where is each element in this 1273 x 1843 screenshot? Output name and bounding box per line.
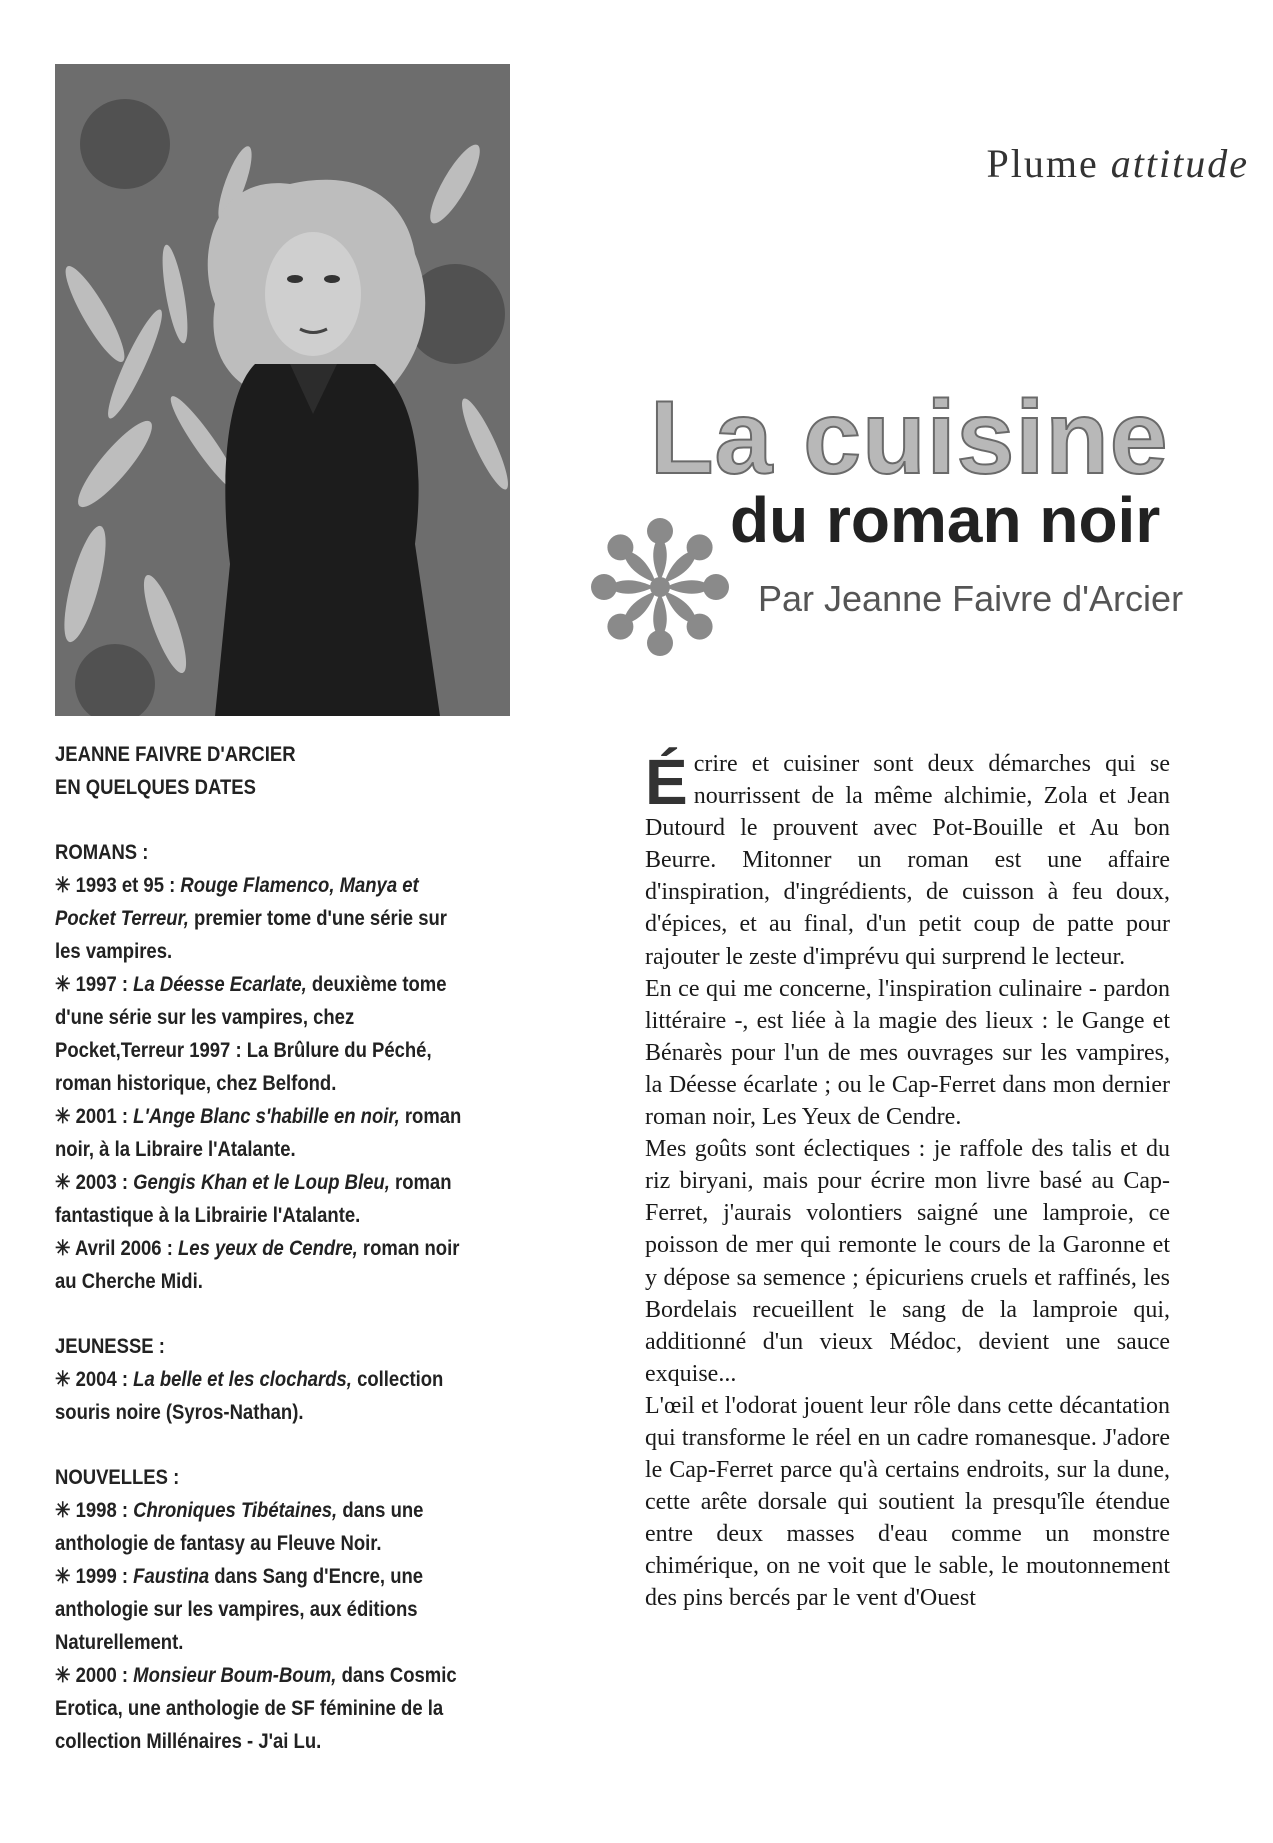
entry-description: deuxième tome d'une série sur les vampires, chez Pocket,Terreur 1997 : La Brûlure du Péché, roman historique, chez Belfond. bbox=[55, 973, 447, 1095]
sidebar-entry bbox=[55, 1659, 469, 1758]
entry-description: roman noir au Cherche Midi. bbox=[55, 1237, 460, 1293]
entry-description: roman noir, à la Libraire l'Atalante. bbox=[55, 1105, 462, 1161]
sidebar-sections bbox=[55, 836, 469, 1758]
section-label-word1: Plume bbox=[986, 141, 1099, 186]
sidebar-category-heading: JEUNESSE : bbox=[55, 1335, 165, 1358]
asterisk-icon: ✳ bbox=[55, 1171, 76, 1194]
sidebar-entry bbox=[55, 1363, 469, 1429]
byline: Par Jeanne Faivre d'Arcier bbox=[758, 578, 1184, 619]
entry-description: roman fantastique à la Librairie l'Atalante. bbox=[55, 1171, 452, 1227]
asterisk-icon: ✳ bbox=[55, 1565, 76, 1588]
entry-works: La belle et les clochards, bbox=[133, 1368, 352, 1391]
entry-works: Gengis Khan et le Loup Bleu, bbox=[133, 1171, 390, 1194]
entry-description: dans Sang d'Encre, une anthologie sur les vampires, aux éditions Naturellement. bbox=[55, 1565, 424, 1654]
entry-date: Avril 2006 : bbox=[74, 1237, 173, 1260]
sidebar-entry bbox=[55, 1494, 469, 1560]
sidebar-entry bbox=[55, 1232, 469, 1298]
entry-works: La Déesse Ecarlate, bbox=[133, 973, 307, 996]
author-photo bbox=[55, 64, 510, 716]
entry-date: 1993 et 95 : bbox=[75, 874, 176, 897]
entry-date: 1997 : bbox=[75, 973, 129, 996]
entry-description: collection souris noire (Syros-Nathan). bbox=[55, 1368, 444, 1424]
sidebar-entry bbox=[55, 1560, 469, 1659]
article-paragraph: Mes goûts sont éclectiques : je raffole des talis et du riz biryani, mais pour écrire mon livre basé au Cap-Ferret, j'aurais volontiers saigné une lamproie, ce poisson de mer qui remonte le cours de la Garonne et y dépose sa semence ; épicuriens cruels et raffinés, les Bordelais recueillent le sang de la lamproie qui, additionné d'un vieux Médoc, devient une sauce exquise... bbox=[645, 1136, 1170, 1387]
sidebar-title-line2: EN QUELQUES DATES bbox=[55, 776, 256, 799]
headline-line2: du roman noir bbox=[730, 484, 1161, 556]
entry-works: Les yeux de Cendre, bbox=[178, 1237, 358, 1260]
entry-date: 1999 : bbox=[75, 1565, 129, 1588]
sidebar-title-line1: JEANNE FAIVRE D'ARCIER bbox=[55, 743, 296, 766]
section-label-word2: attitude bbox=[1110, 141, 1249, 186]
entry-works: Monsieur Boum-Boum, bbox=[133, 1664, 337, 1687]
entry-date: 2001 : bbox=[75, 1105, 129, 1128]
entry-date: 2004 : bbox=[75, 1368, 129, 1391]
asterisk-icon: ✳ bbox=[55, 1664, 76, 1687]
headline-line1: La cuisine bbox=[650, 380, 1169, 496]
sidebar-entry bbox=[55, 869, 469, 968]
sidebar-entry bbox=[55, 1100, 469, 1166]
entry-works: Rouge Flamenco, Manya et Pocket Terreur, bbox=[55, 874, 419, 930]
entry-date: 2000 : bbox=[75, 1664, 129, 1687]
entry-description: dans une anthologie de fantasy au Fleuve Noir. bbox=[55, 1499, 424, 1555]
entry-works: L'Ange Blanc s'habille en noir, bbox=[133, 1105, 400, 1128]
asterisk-icon: ✳ bbox=[55, 874, 76, 897]
article-paragraph: En ce qui me concerne, l'inspiration culinaire - pardon littéraire -, est liée à la magie des lieux : le Gange et Bénarès pour l'un de mes ouvrages sur les vampires, la Déesse écarlate ; ou le Cap-Ferret dans mon dernier roman noir, Les Yeux de Cendre. bbox=[645, 975, 1170, 1131]
entry-works: Faustina bbox=[133, 1565, 210, 1588]
entry-date: 2003 : bbox=[75, 1171, 129, 1194]
flower-icon bbox=[585, 512, 735, 662]
asterisk-icon: ✳ bbox=[55, 1237, 75, 1260]
sidebar-category-heading: NOUVELLES : bbox=[55, 1466, 180, 1489]
asterisk-icon: ✳ bbox=[55, 1499, 76, 1522]
section-label bbox=[987, 140, 1249, 187]
asterisk-icon: ✳ bbox=[55, 973, 76, 996]
sidebar-entry bbox=[55, 1166, 469, 1232]
asterisk-icon: ✳ bbox=[55, 1105, 76, 1128]
entry-description: premier tome d'une série sur les vampires. bbox=[55, 907, 447, 963]
sidebar-category-heading: ROMANS : bbox=[55, 841, 149, 864]
bibliography-sidebar bbox=[55, 738, 469, 1758]
article-body bbox=[645, 748, 1170, 1615]
asterisk-icon: ✳ bbox=[55, 1368, 76, 1391]
entry-date: 1998 : bbox=[75, 1499, 129, 1522]
article-paragraph: crire et cuisiner sont deux démarches qui se nourrissent de la même alchimie, Zola et Jean Dutourd le prouvent avec Pot-Bouille et Au bon Beurre. Mitonner un roman est une affaire d'inspiration, d'ingrédients, de cuisson à feu doux, d'épices, et au final, d'un petit coup de patte pour rajouter le zeste d'imprévu qui surprend le lecteur. bbox=[645, 751, 1170, 970]
dropcap: É bbox=[645, 746, 688, 818]
article-paragraph: L'œil et l'odorat jouent leur rôle dans cette décantation qui transforme le réel en un cadre romanesque. J'adore le Cap-Ferret parce qu'à certains endroits, sur la dune, cette arête dorsale qui soutient la presqu'île étendue entre deux masses d'eau comme un monstre chimérique, on ne voit que le sable, le moutonnement des pins bercés par le vent d'Ouest bbox=[645, 1392, 1170, 1612]
entry-works: Chroniques Tibétaines, bbox=[133, 1499, 338, 1522]
sidebar-entry bbox=[55, 968, 469, 1100]
entry-description: dans Cosmic Erotica, une anthologie de SF féminine de la collection Millénaires - J'ai Lu. bbox=[55, 1664, 457, 1753]
